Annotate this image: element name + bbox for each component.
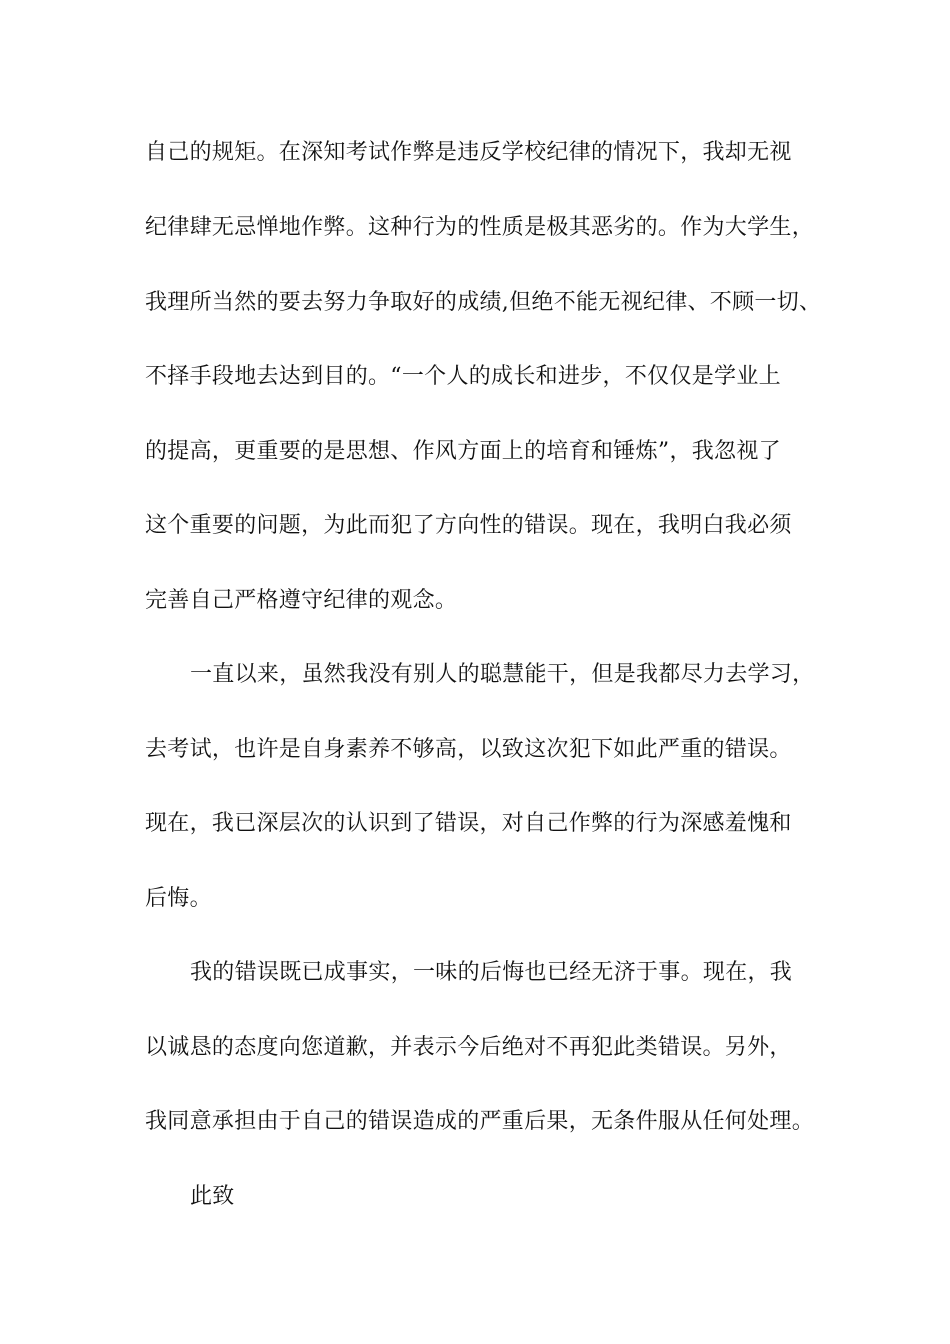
- text-line: 这个重要的问题，为此而犯了方向性的错误。现在，我明白我必须: [145, 513, 792, 538]
- paragraph-start-line: 一直以来，虽然我没有别人的聪慧能干，但是我都尽力去学习，: [190, 662, 815, 687]
- paragraph-start-line: 我的错误既已成事实，一味的后悔也已经无济于事。现在，我: [190, 960, 793, 985]
- text-line: 完善自己严格遵守纪律的观念。: [145, 588, 458, 613]
- text-line: 我同意承担由于自己的错误造成的严重后果，无条件服从任何处理。: [145, 1109, 815, 1134]
- text-line: 去考试，也许是自身素养不够高，以致这次犯下如此严重的错误。: [145, 737, 792, 762]
- text-line: 纪律肆无忌惮地作弊。这种行为的性质是极其恶劣的。作为大学生，: [145, 215, 815, 240]
- text-line: 的提高，更重要的是思想、作风方面上的培育和锤炼”，我忽视了: [145, 439, 781, 464]
- text-line: 现在，我已深层次的认识到了错误，对自己作弊的行为深感羞愧和: [145, 811, 792, 836]
- text-line: 后悔。: [145, 886, 212, 911]
- text-line: 我理所当然的要去努力争取好的成绩,但绝不能无视纪律、不顾一切、: [145, 290, 822, 315]
- text-line: 不择手段地去达到目的。“一个人的成长和进步，不仅仅是学业上: [145, 364, 781, 389]
- text-line: 以诚恳的态度向您道歉，并表示今后绝对不再犯此类错误。另外，: [145, 1035, 792, 1060]
- text-line: 自己的规矩。在深知考试作弊是违反学校纪律的情况下，我却无视: [145, 140, 792, 165]
- closing-salutation: 此致: [190, 1184, 235, 1209]
